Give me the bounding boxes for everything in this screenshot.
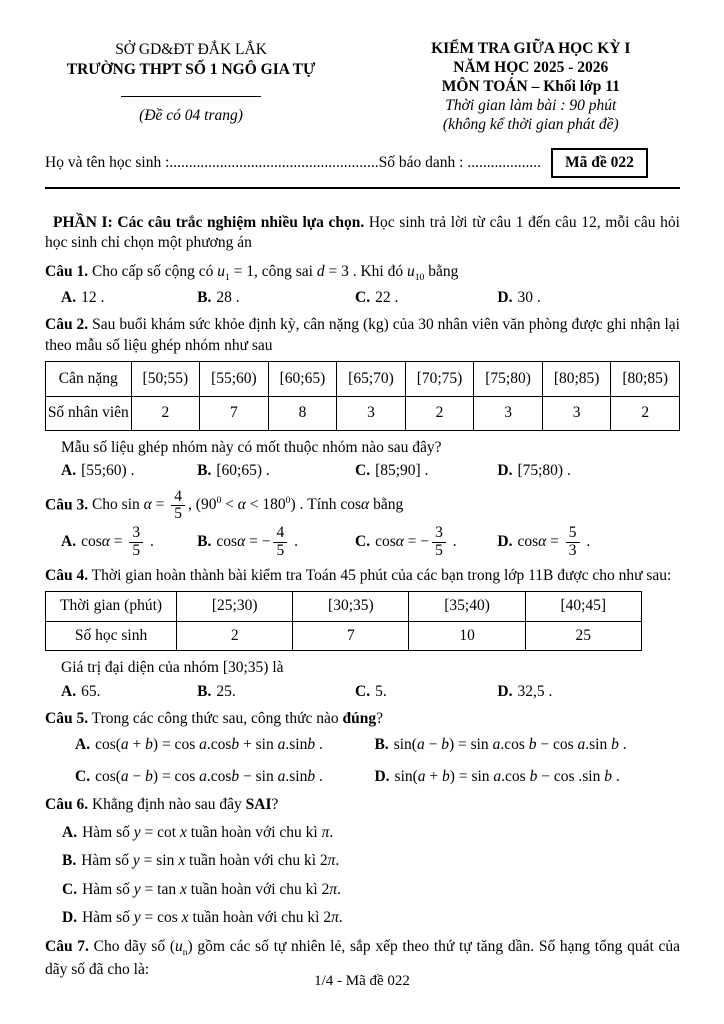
fraction: $\frac{3}{5}$ — [129, 525, 143, 559]
question-4-subquestion: Giá trị đại diện của nhóm [30;35) là — [61, 659, 284, 677]
table-row — [46, 592, 642, 621]
table-cell: [35;40) — [409, 592, 525, 621]
exam-code-box: Mã đề 022 — [551, 148, 648, 178]
option-text: 5. — [375, 682, 387, 700]
option-b — [197, 682, 355, 702]
option-text: 30 . — [517, 288, 541, 306]
question-label: Câu 1. — [45, 262, 89, 280]
question-1-text — [45, 262, 680, 285]
option-key: C. — [355, 682, 371, 700]
fraction: $\frac{4}{5}$ — [171, 489, 185, 523]
option-key: B. — [62, 852, 77, 870]
exam-header — [45, 40, 680, 135]
option-key: A. — [61, 288, 77, 306]
question-2-options — [45, 461, 680, 481]
department-name: SỞ GD&ĐT ĐẮK LẮK — [115, 41, 267, 58]
question-4-options — [45, 682, 680, 702]
question-2-text — [45, 315, 680, 356]
table-cell: 7 — [293, 621, 409, 650]
part1-heading — [45, 213, 680, 254]
option-key: A. — [75, 735, 91, 753]
exam-title: KIỂM TRA GIỮA HỌC KỲ I — [431, 40, 631, 57]
fraction: $\frac{5}{3}$ — [566, 525, 580, 559]
table-cell: [25;30) — [177, 592, 293, 621]
question-1-options — [45, 288, 680, 308]
table-cell: Thời gian (phút) — [46, 592, 177, 621]
option-a — [61, 682, 197, 702]
table-cell: 3 — [542, 397, 611, 430]
table-cell: 10 — [409, 621, 525, 650]
option-key: B. — [374, 735, 389, 753]
option-c — [355, 525, 497, 559]
table-cell: 2 — [611, 397, 680, 430]
question-label: Câu 5. — [45, 710, 89, 728]
option-c — [45, 880, 680, 900]
question-3-options — [45, 525, 680, 559]
question-body: Cho sin α = $\frac{4}{5}$ , $(90^0 < \alpha < 180^0)$ . Tính cosα bằng — [88, 487, 404, 523]
option-text: 65. — [81, 682, 101, 700]
question-4-text — [45, 566, 680, 586]
part1-heading-rest: Học sinh trả lời từ câu 1 đến câu 12, mỗi câu hỏi học sinh chỉ chọn một phương án — [45, 213, 680, 252]
option-text: Hàm số y = cot x tuần hoàn với chu kì π. — [82, 823, 334, 841]
time-frequency-table — [45, 591, 642, 651]
option-key: D. — [497, 462, 513, 480]
question-body: Khẳng định nào sau đây SAI? — [88, 795, 279, 813]
option-text: cosα = $\frac{3}{5}$ . — [81, 524, 154, 559]
option-key: A. — [61, 532, 77, 550]
question-body: Cho cấp số cộng có $u_1 = 1$, công sai d = 3 . Khi đó $u_{10}$ bằng — [88, 262, 459, 283]
option-text: 32,5 . — [517, 682, 553, 700]
option-a — [61, 461, 197, 481]
table-cell: 7 — [200, 397, 269, 430]
student-name-field: Họ và tên học sinh :...................................................... — [45, 153, 379, 171]
part1-heading-bold: PHẦN I: Các câu trắc nghiệm nhiều lựa chọn. — [53, 213, 365, 231]
option-d — [374, 767, 680, 787]
fraction: $\frac{4}{5}$ — [273, 525, 287, 559]
question-label: Câu 2. — [45, 316, 89, 334]
question-body: Trong các công thức sau, công thức nào đúng? — [88, 710, 384, 728]
option-b — [197, 525, 355, 559]
table-cell: 3 — [474, 397, 543, 430]
option-text: Hàm số y = sin x tuần hoàn với chu kì 2π. — [81, 852, 340, 870]
table-cell: 8 — [268, 397, 337, 430]
table-cell: [40;45] — [525, 592, 641, 621]
left-block-underline — [121, 96, 261, 97]
option-c — [355, 288, 497, 308]
table-cell: [55;60) — [200, 362, 269, 397]
option-key: D. — [374, 768, 390, 786]
option-text: [55;60) . — [81, 462, 135, 480]
option-key: A. — [62, 823, 78, 841]
question-2-subquestion: Mẫu số liệu ghép nhóm này có mốt thuộc nhóm nào sau đây? — [61, 438, 442, 456]
header-right-block — [382, 40, 680, 135]
option-text: sin(a − b) = sin a.cos b − cos a.sin b . — [393, 735, 627, 753]
student-id-field: Số báo danh : ................... — [378, 153, 541, 171]
question-5-text — [45, 709, 680, 729]
option-text: [75;80) . — [517, 462, 571, 480]
question-1 — [45, 262, 680, 308]
table-cell: [70;75) — [405, 362, 474, 397]
option-key: A. — [61, 462, 77, 480]
question-body: Thời gian hoàn thành bài kiểm tra Toán 45 phút của các bạn trong lớp 11B được cho như sau: — [88, 566, 672, 584]
table-cell: 2 — [131, 397, 200, 430]
option-key: D. — [497, 532, 513, 550]
option-d — [45, 908, 680, 928]
question-3-text — [45, 489, 680, 523]
table-cell: Số học sinh — [46, 621, 177, 650]
page-footer: 1/4 - Mã đề 022 — [314, 973, 410, 990]
question-label: Câu 4. — [45, 566, 89, 584]
header-divider — [45, 187, 680, 189]
weight-frequency-table — [45, 361, 680, 431]
option-key: C. — [62, 880, 78, 898]
option-text: Hàm số y = tan x tuần hoàn với chu kì 2π. — [82, 880, 341, 898]
duration-note: (không kể thời gian phát đề) — [442, 115, 619, 133]
table-cell: [80;85) — [611, 362, 680, 397]
option-text: cos(a + b) = cos a.cosb + sin a.sinb . — [95, 735, 323, 753]
table-cell: Số nhân viên — [46, 397, 132, 430]
table-cell: [50;55) — [131, 362, 200, 397]
question-4 — [45, 566, 680, 702]
fraction: $\frac{3}{5}$ — [432, 525, 446, 559]
option-c — [355, 461, 497, 481]
question-5 — [45, 709, 680, 787]
option-key: B. — [197, 288, 212, 306]
option-b — [197, 461, 355, 481]
question-body: Sau buổi khám sức khỏe định kỳ, cân nặng (kg) của 30 nhân viên văn phòng được ghi nhận lại theo mẫu số liệu ghép nhóm như sau — [45, 316, 680, 354]
option-text: cos(a − b) = cos a.cosb − sin a.sinb . — [95, 768, 323, 786]
header-left-block — [45, 40, 337, 135]
table-cell: [80;85) — [542, 362, 611, 397]
option-key: C. — [75, 768, 91, 786]
question-body: Cho dãy số $(u_n)$ gồm các số tự nhiên lẻ, sắp xếp theo thứ tự tăng dần. Số hạng tổng quát của dãy số đã cho là: — [45, 937, 680, 978]
option-text: 12 . — [81, 288, 105, 306]
table-row — [46, 621, 642, 650]
option-key: D. — [62, 909, 78, 927]
question-label: Câu 7. — [45, 937, 89, 955]
table-cell: 2 — [177, 621, 293, 650]
option-key: D. — [497, 682, 513, 700]
option-text: 22 . — [375, 288, 399, 306]
question-6-text — [45, 795, 680, 815]
option-key: C. — [355, 532, 371, 550]
table-cell: 2 — [405, 397, 474, 430]
option-a — [75, 735, 374, 755]
table-cell: [75;80) — [474, 362, 543, 397]
option-text: cosα = $\frac{5}{3}$ . — [517, 524, 591, 559]
question-label: Câu 6. — [45, 795, 89, 813]
option-text: 25. — [216, 682, 236, 700]
school-year: NĂM HỌC 2025 - 2026 — [453, 58, 609, 76]
question-3 — [45, 489, 680, 559]
option-c — [75, 767, 374, 787]
question-2 — [45, 315, 680, 482]
option-d — [497, 461, 680, 481]
option-text: Hàm số y = cos x tuần hoàn với chu kì 2π. — [82, 909, 343, 927]
question-6 — [45, 795, 680, 929]
option-key: A. — [61, 682, 77, 700]
question-label: Câu 3. — [45, 496, 89, 514]
option-d — [497, 525, 680, 559]
option-d — [497, 288, 680, 308]
table-cell: [30;35) — [293, 592, 409, 621]
student-info-row — [45, 148, 680, 178]
exam-duration: Thời gian làm bài : 90 phút — [445, 96, 617, 114]
option-key: C. — [355, 462, 371, 480]
table-cell: 3 — [337, 397, 406, 430]
option-key: D. — [497, 288, 513, 306]
option-a — [45, 823, 680, 843]
pages-note: (Đề có 04 trang) — [139, 106, 243, 124]
option-a — [61, 525, 197, 559]
option-key: C. — [355, 288, 371, 306]
option-a — [61, 288, 197, 308]
option-c — [355, 682, 497, 702]
option-b — [45, 851, 680, 871]
table-cell: 25 — [525, 621, 641, 650]
option-text: cosα = − $\frac{4}{5}$ . — [216, 524, 298, 559]
option-text: cosα = − $\frac{3}{5}$ . — [375, 524, 457, 559]
table-cell: [60;65) — [268, 362, 337, 397]
table-cell: [65;70) — [337, 362, 406, 397]
option-b — [374, 735, 680, 755]
option-text: 28 . — [216, 288, 240, 306]
subject-grade: MÔN TOÁN – Khối lớp 11 — [441, 77, 620, 95]
option-text: sin(a + b) = sin a.cos b − cos .sin b . — [394, 768, 620, 786]
option-key: B. — [197, 462, 212, 480]
table-row — [46, 362, 680, 397]
question-5-options — [45, 735, 680, 788]
option-text: [60;65) . — [216, 462, 270, 480]
option-key: B. — [197, 682, 212, 700]
option-b — [197, 288, 355, 308]
school-name: TRƯỜNG THPT SỐ 1 NGÔ GIA TỰ — [66, 61, 316, 79]
option-key: B. — [197, 532, 212, 550]
option-d — [497, 682, 680, 702]
table-cell: Cân nặng — [46, 362, 132, 397]
option-text: [85;90] . — [375, 462, 429, 480]
table-row — [46, 397, 680, 430]
